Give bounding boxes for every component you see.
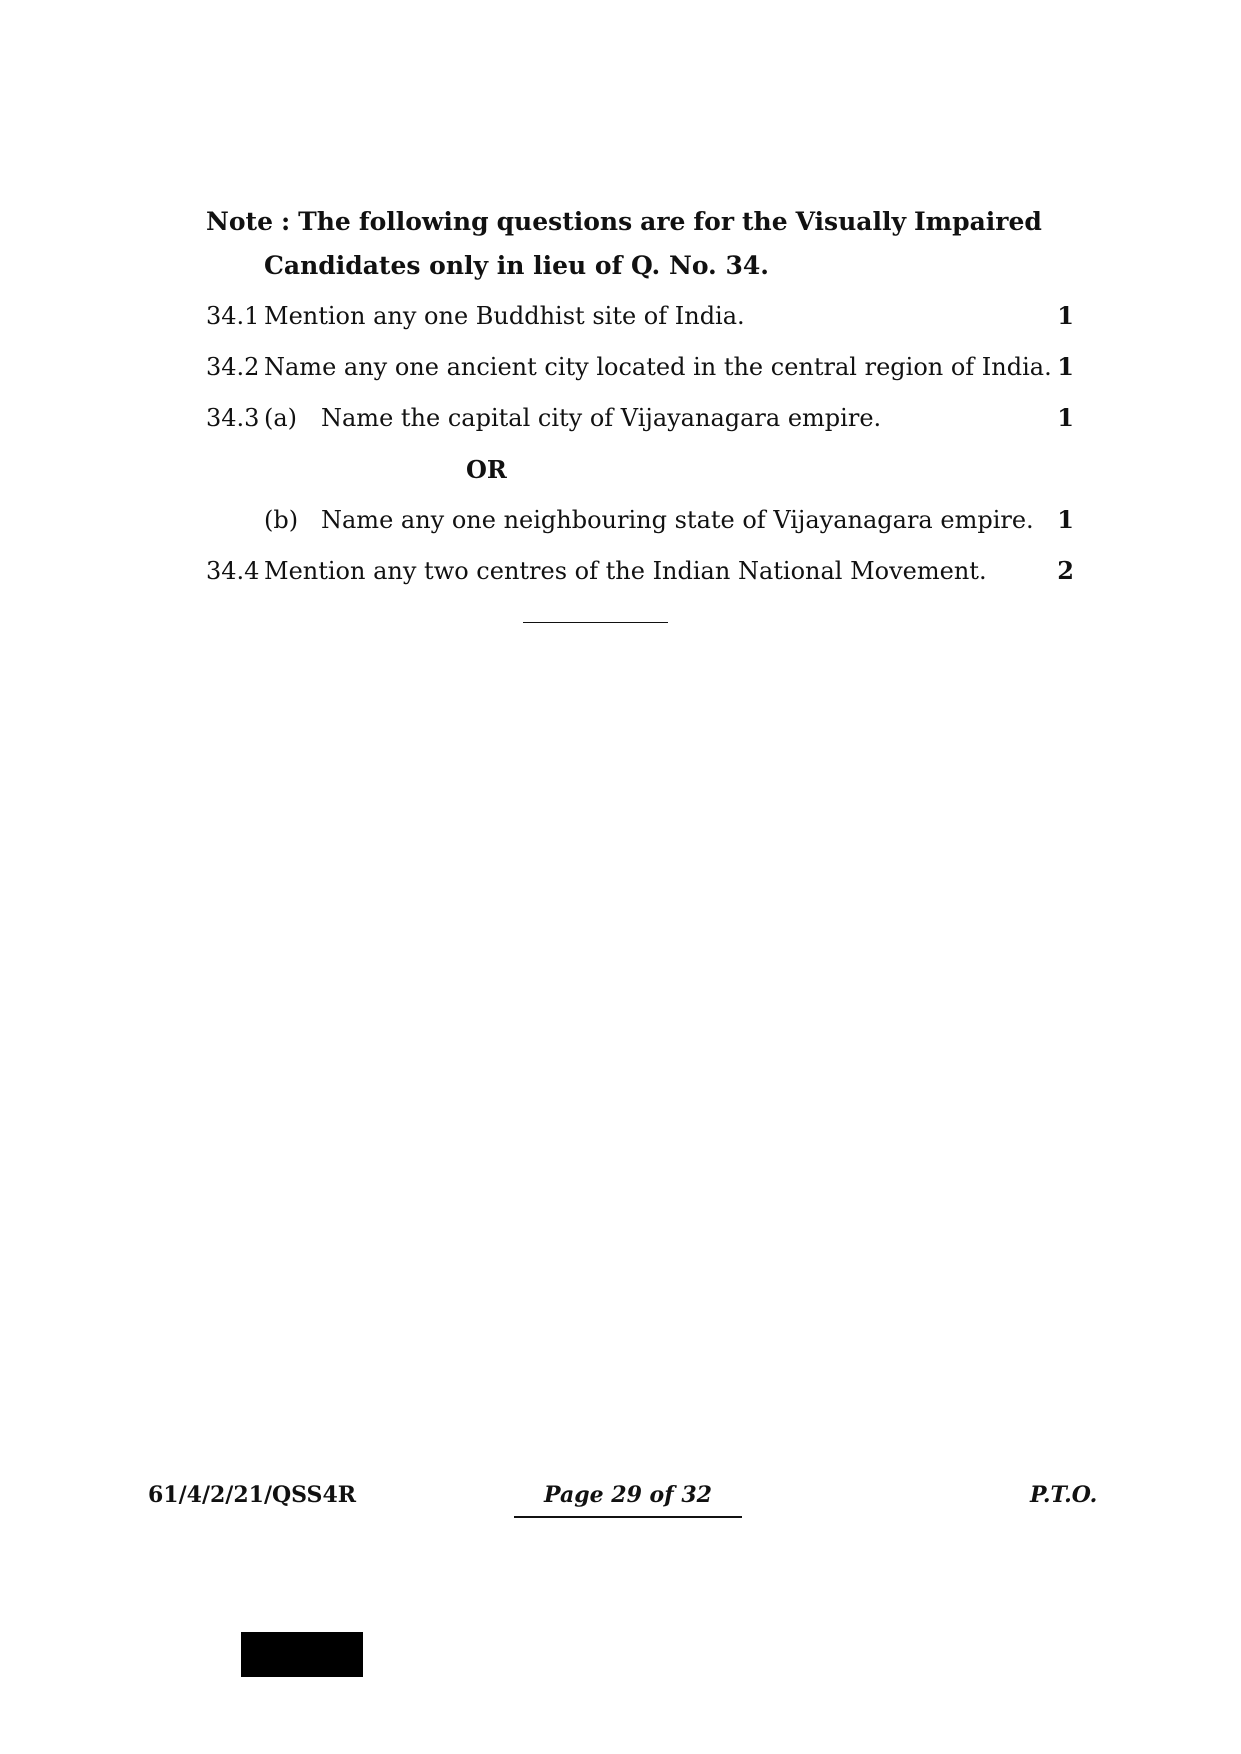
note-line-1	[206, 200, 1042, 244]
question-text: Mention any one Buddhist site of India.	[264, 302, 745, 330]
note-word: the	[741, 207, 788, 236]
note-word: Impaired	[913, 207, 1042, 236]
note-word: :	[280, 207, 291, 236]
question-number: 34.2	[206, 353, 260, 381]
paper-code: 61/4/2/21/QSS4R	[148, 1482, 357, 1508]
end-of-section-rule	[523, 622, 668, 623]
question-marks: 1	[1057, 403, 1074, 432]
sub-question-label: (a)	[264, 404, 298, 432]
question-text: Mention any two centres of the Indian National Movement.	[264, 557, 987, 585]
note-word: Note	[206, 207, 273, 236]
note-word: for	[693, 207, 734, 236]
question-marks: 1	[1057, 505, 1074, 534]
question-text: Name any one neighbouring state of Vijayanagara empire.	[321, 506, 1034, 534]
or-separator: OR	[466, 455, 507, 484]
note-word: are	[640, 207, 686, 236]
question-marks: 1	[1057, 352, 1074, 381]
question-marks: 1	[1057, 301, 1074, 330]
note-word: Visually	[795, 207, 907, 236]
note-word: The	[298, 207, 351, 236]
question-text: Name the capital city of Vijayanagara empire.	[321, 404, 882, 432]
question-number: 34.1	[206, 302, 260, 330]
note-line-2: Candidates only in lieu of Q. No. 34.	[264, 251, 769, 280]
visually-impaired-note	[206, 200, 1042, 288]
page-number: Page 29 of 32	[514, 1480, 742, 1518]
sub-question-label: (b)	[264, 506, 299, 534]
question-number: 34.4	[206, 557, 260, 585]
redaction-block	[241, 1632, 363, 1677]
note-word: following	[358, 207, 489, 236]
please-turn-over: P.T.O.	[1030, 1482, 1098, 1508]
question-text: Name any one ancient city located in the central region of India.	[264, 353, 1052, 381]
question-number: 34.3	[206, 404, 260, 432]
note-word: questions	[496, 207, 633, 236]
question-marks: 2	[1057, 556, 1074, 585]
